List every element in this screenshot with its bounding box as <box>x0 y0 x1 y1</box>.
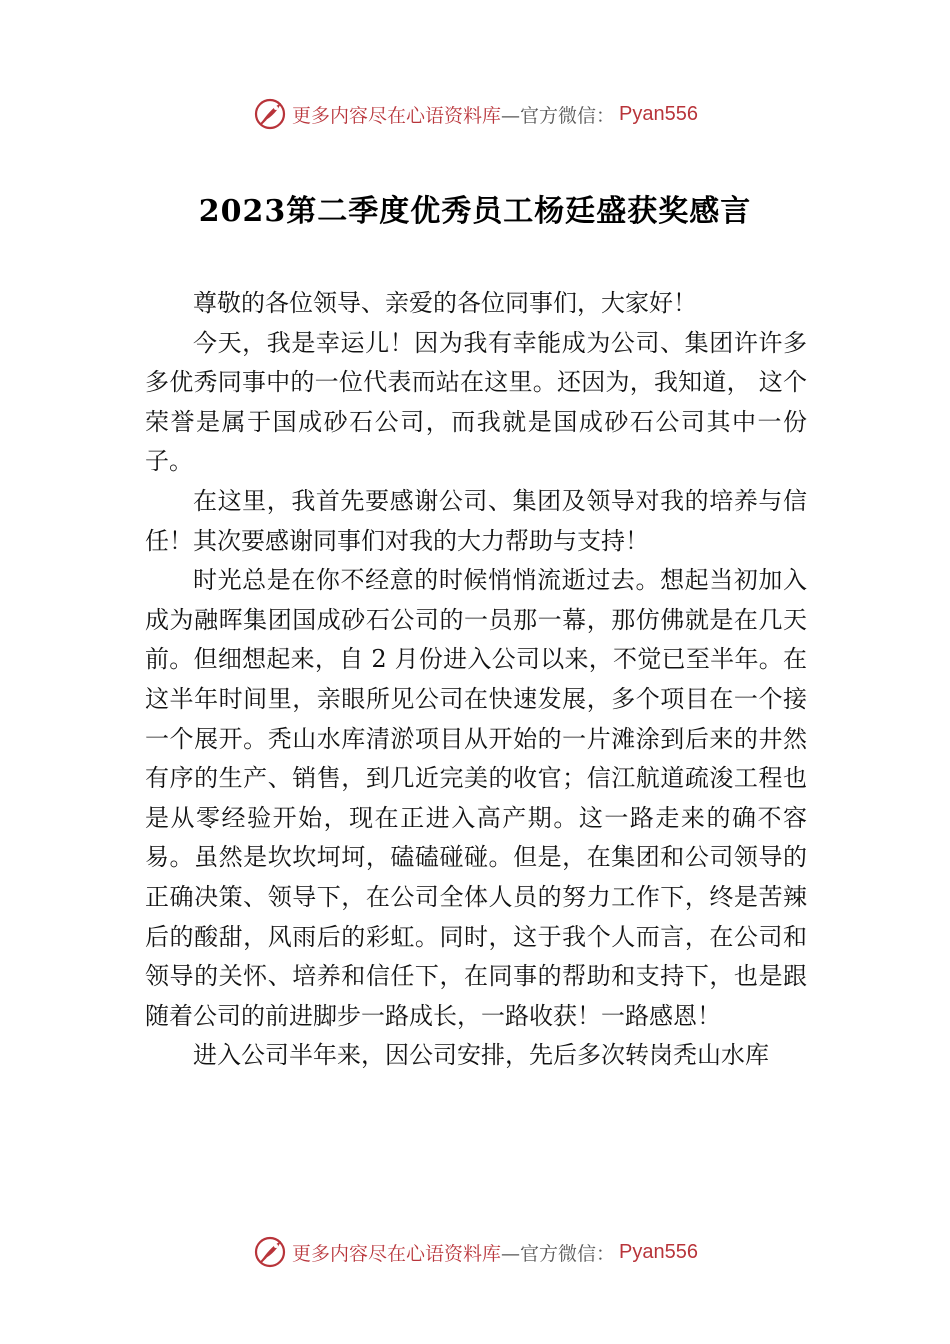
quill-logo-icon <box>252 1234 288 1270</box>
paragraph: 进入公司半年来，因公司安排，先后多次转岗秃山水库 <box>193 1041 769 1070</box>
banner-wechat-id: Pyan556 <box>619 1240 698 1263</box>
paragraph: 今天，我是幸运儿！因为我有幸能成为公司、集团许许多多优秀同事中的一位代表而站在这里。还因为，我知道， 这个荣誉是属于国成砂石公司，而我就是国成砂石公司其中一份子。 <box>145 328 807 476</box>
header-banner <box>0 94 950 134</box>
footer-banner <box>0 1232 950 1272</box>
paragraph: 尊敬的各位领导、亲爱的各位同事们，大家好！ <box>193 289 697 317</box>
document-title: 2023第二季度优秀员工杨廷盛获奖感言 <box>198 194 752 229</box>
banner-site-name: 更多内容尽在心语资料库 <box>292 1242 502 1265</box>
document-body <box>145 284 807 1076</box>
banner-site-name: 更多内容尽在心语资料库 <box>292 104 502 127</box>
quill-logo-icon <box>252 96 288 132</box>
paragraph: 时光总是在你不经意的时候悄悄流逝过去。想起当初加入成为融晖集团国成砂石公司的一员那一幕，那仿佛就是在几天前。但细想起来，自 2 月份进入公司以来，不觉已至半年。在这半年时间里，亲眼所见公司在快速发展，多个项目在一个接一个展开。秃山水库清淤项目从开始的一片滩涂到后来的井然有序的生产、销售，到几近完美的收官；信江航道疏浚工程也是从零经验开始，现在正进入高产期。这一路走来的确不容易。虽然是坎坎坷坷，磕磕碰碰。但是，在集团和公司领导的正确决策、领导下，在公司全体人员的努力工作下，终是苦辣后的酸甜，风雨后的彩虹。同时，这于我个人而言，在公司和领导的关怀、培养和信任下，在同事的帮助和支持下，也是跟随着公司的前进脚步一路成长，一路收获！一路感恩！ <box>145 566 807 1030</box>
paragraph: 在这里，我首先要感谢公司、集团及领导对我的培养与信任！其次要感谢同事们对我的大力帮助与支持！ <box>145 486 807 555</box>
banner-wechat-label: —官方微信： <box>501 1242 616 1265</box>
banner-wechat-label: —官方微信： <box>501 104 616 127</box>
banner-wechat-id: Pyan556 <box>619 102 698 125</box>
